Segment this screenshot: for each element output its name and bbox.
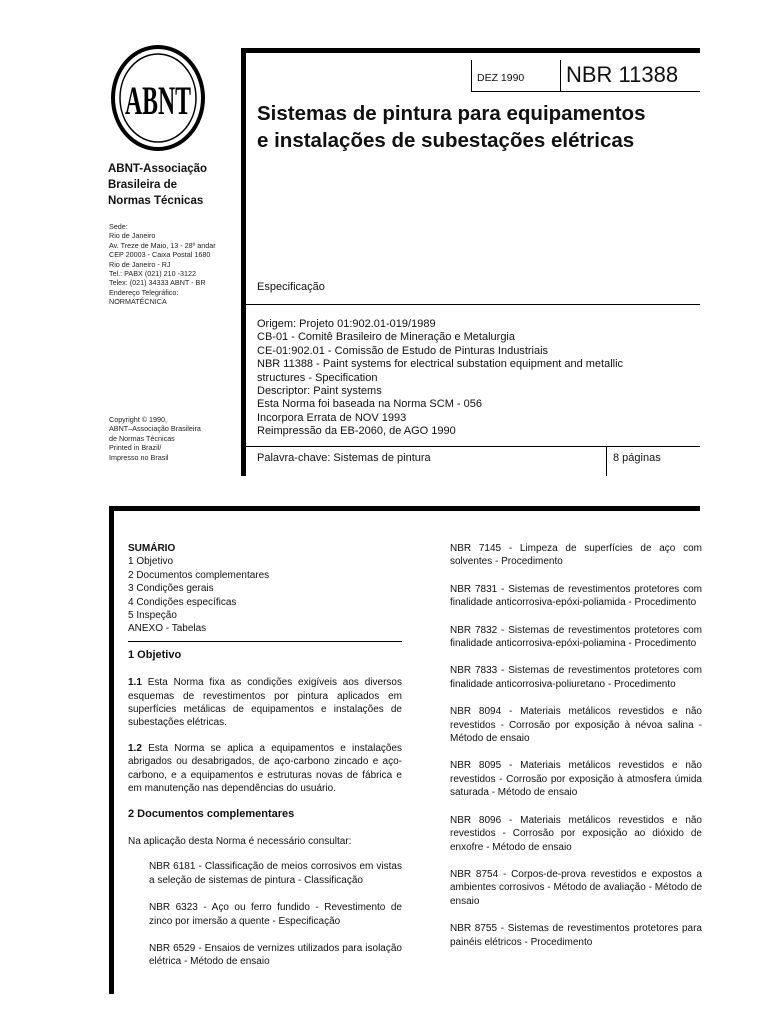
body-horizontal-rule [109,506,700,511]
reference-item: NBR 6181 - Classificação de meios corrosivos em vistas a seleção de sistemas de pintura - Classificação [149,861,402,886]
divider [246,446,700,447]
reference-item: NBR 8096 - Materiais metálicos revestidos e não revestidos - Corrosão por exposição ao dióxido de enxofre - Método de ensaio [450,814,702,853]
reference-item: NBR 7833 - Sistemas de revestimentos protetores com finalidade anticorrosiva-poliuretano - Procedimento [450,665,702,690]
keyword-line: Palavra-chave: Sistemas de pintura [257,452,431,464]
origin-line: Incorpora Errata de NOV 1993 [257,411,407,424]
abnt-logo [110,44,206,152]
header-horizontal-rule [241,48,700,53]
toc-item: 3 Condições gerais [128,583,214,595]
origin-line: Reimpressão da EB-2060, de AGO 1990 [257,425,456,438]
divider [606,446,607,476]
document-type: Especificação [257,281,325,293]
page-count: 8 páginas [613,452,661,464]
reference-item: NBR 8095 - Materiais metálicos revestidos e não revestidos - Corrosão por exposição à atmosfera úmida saturada - Método de ensaio [450,760,702,799]
body-vertical-rule [109,506,114,994]
reference-item: NBR 6529 - Ensaios de vernizes utilizados para isolação elétrica - Método de ensaio [149,942,402,968]
origin-line: Origem: Projeto 01:902.01-019/1989 [257,318,436,330]
publication-date: DEZ 1990 [471,60,560,92]
origin-block [257,318,697,439]
toc-item: 2 Documentos complementares [128,569,270,581]
left-column [128,542,402,983]
reference-item: NBR 7145 - Limpeza de superfícies de aço com solventes - Procedimento [450,543,702,568]
standard-number: NBR 11388 [560,60,700,92]
toc-item: 1 Objetivo [128,556,174,568]
origin-line: Descriptor: Paint systems [257,385,382,398]
toc-item: ANEXO - Tabelas [128,623,207,635]
reference-item: NBR 8754 - Corpos-de-prova revestidos e expostos a ambientes corrosivos - Método de avaliação - Método de ensaio [450,868,702,907]
paragraph-text: Esta Norma fixa as condições exigíveis aos diversos esquemas de revestimentos por pintura aplicados em superfícies metálicas de equipamentos e instalações de subestações elétricas. [128,677,402,729]
paragraph-text: Esta Norma se aplica a equipamentos e instalações abrigados ou desabrigados, de aço-carbono zincado e aço-carbono, e a equipamentos e estruturas novas de fábrica e em manutenção nas dependências do usuário. [128,742,402,795]
section-heading: 1 Objetivo [128,648,182,661]
reference-item: NBR 8094 - Materiais metálicos revestidos e não revestidos - Corrosão por exposição à névoa salina - Método de ensaio [450,706,702,745]
origin-line: CB-01 - Comitê Brasileiro de Mineração e Metalurgia [257,331,515,344]
reference-item: NBR 6323 - Aço ou ferro fundido - Revestimento de zinco por imersão a quente - Especificação [149,902,402,927]
paragraph [128,676,402,730]
summary-title: SUMÁRIO [128,543,176,554]
paragraph [128,742,402,796]
reference-item: NBR 8755 - Sistemas de revestimentos protetores para painéis elétricos - Procedimento [450,923,702,948]
divider [246,304,700,305]
toc-item: 4 Condições específicas [128,596,237,608]
logo-text: ABNT [125,78,192,123]
right-column [450,542,702,963]
organization-name: ABNT-Associação Brasileira de Normas Técnicas [108,163,208,207]
section-heading: 2 Documentos complementares [128,807,295,820]
reference-item: NBR 7832 - Sistemas de revestimentos protetores com finalidade anticorrosiva-epóxi-poliamina - Procedimento [450,624,702,650]
reference-item: NBR 7831 - Sistemas de revestimentos protetores com finalidade anticorrosiva-epóxi-poliamida - Procedimento [450,583,702,609]
document-title: Sistemas de pintura para equipamentos e instalações de subestações elétricas [257,102,646,152]
paragraph: Na aplicação desta Norma é necessário consultar: [128,835,352,847]
origin-line: structures - Specification [257,371,378,384]
headquarters-info: Sede: Rio de Janeiro Av. Treze de Maio, 13 - 28º andar CEP 20003 - Caixa Postal 1680 Rio de Janeiro - RJ Tel.: PABX (021) 210 -3122 Telex: (021) 34333 ABNT - BR Endereço Telegráfico: NORMATÉCNICA [109,222,216,307]
origin-line: Esta Norma foi baseada na Norma SCM - 056 [257,398,482,411]
header-vertical-rule [241,48,246,476]
copyright-notice: Copyright © 1990, ABNT–Associação Brasileira de Normas Técnicas Printed in Brazil/ Impresso no Brasil [109,415,201,462]
clause-number: 1.1 [128,677,142,689]
divider [128,641,402,642]
toc-item: 5 Inspeção [128,610,177,622]
origin-line: CE-01:902.01 - Comissão de Estudo de Pinturas Industriais [257,344,549,357]
origin-line: NBR 11388 - Paint systems for electrical substation equipment and metallic [257,358,624,371]
clause-number: 1.2 [128,742,142,754]
